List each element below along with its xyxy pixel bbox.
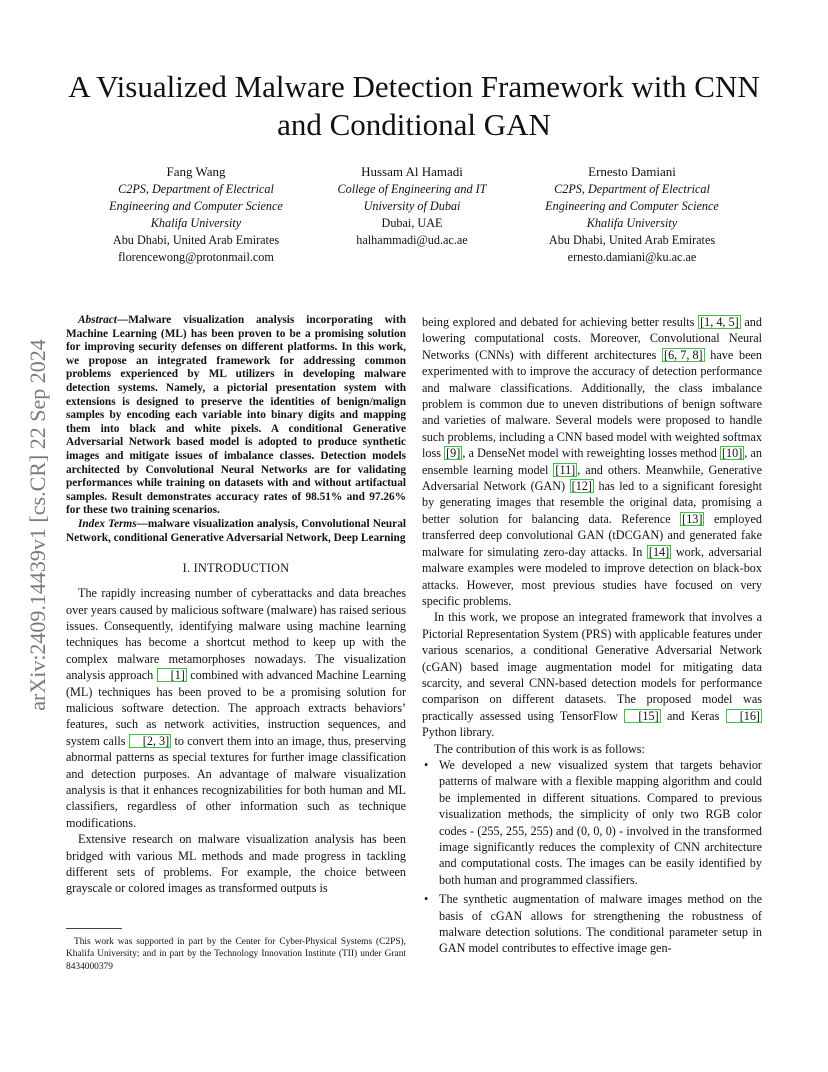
citation-link[interactable]: [13] (682, 511, 703, 526)
text-run: has led to a significant foresight by generating images that resemble the original data, promising a better solution for balancing data. Reference (422, 479, 762, 526)
text-run: to convert them into an image, thus, preserving abnormal patterns as special textures for further image classification and detection purposes. An advantage of malware visualization analysis is that it enhances recognizabilities for both human and ML classifiers, regardless of other information such as technique modifications. (66, 733, 406, 830)
footnote-divider (66, 928, 122, 929)
abstract-text: —Malware visualization analysis incorporating with Machine Learning (ML) has been proven to be a promising solution for improving security defenses on different platforms. In this work, we propose an integrated framework for addressing common problems experienced by ML utilizers in developing malware detection systems. Namely, a pictorial presentation system with extensions is designed to preserve the identities of benign/malign samples by encoding each variable into binary digits and mapping them into black and white pixels. A conditional Generative Adversarial Network based model is adopted to produce synthetic images and mitigate issues of imbalance classes. Detection models architected by Convolutional Neural Networks are for validating performances while training on datasets with and without artifactual samples. Result demonstrates accuracy rates of 98.51% and 97.26% for these two training scenarios. (66, 314, 406, 517)
author-3 (512, 162, 752, 266)
citation-link[interactable]: [15] (624, 709, 660, 723)
funding-footnote: This work was supported in part by the Center for Cyber-Physical Systems (C2PS), Khalifa University; and in part by the Technology Innovation Institute (TII) under Grant 8434000379 (66, 937, 406, 972)
paper-title: A Visualized Malware Detection Framework with CNN and Conditional GAN (68, 69, 760, 142)
abstract-label: Abstract (78, 314, 117, 326)
author-affiliation-line: Khalifa University (586, 216, 678, 230)
author-1 (76, 162, 316, 266)
author-affiliation-line: C2PS, Department of Electrical (554, 182, 710, 196)
section-heading-introduction: I. INTRODUCTION (182, 561, 290, 576)
list-item (422, 891, 762, 957)
index-terms (66, 518, 406, 545)
intro-paragraph-3 (422, 609, 762, 740)
author-location: Abu Dhabi, United Arab Emirates (112, 233, 280, 247)
contribution-list (422, 757, 762, 957)
citation-link[interactable]: [12] (571, 479, 592, 494)
citation-link[interactable]: [2, 3] (129, 734, 171, 748)
text-run: , and others. Meanwhile, Generative Adversarial Network (GAN) (422, 462, 763, 494)
author-location: Dubai, UAE (381, 216, 443, 230)
text-run: , an ensemble learning model (422, 446, 762, 477)
author-affiliation-line: Khalifa University (150, 216, 242, 230)
index-terms-text: —malware visualization analysis, Convolutional Neural Network, conditional Generative Adversarial Network, Deep Learning (66, 517, 406, 544)
text-run: Python library. (422, 725, 495, 740)
text-run: In this work, we propose an integrated framework that involves a Pictorial Representation System (PRS) with applicable features under various scenarios, a conditional Generative Adversarial Network (cGAN) based image augmentation model for mitigating data scarcity, and several CNN-based detection models for performance comparison on different datasets. The proposed model was practically assessed using TensorFlow (422, 610, 762, 723)
author-email: florencewong@protonmail.com (118, 250, 274, 264)
arxiv-identifier-stamp: arXiv:2409.14439v1 [cs.CR] 22 Sep 2024 (25, 339, 50, 711)
citation-link[interactable]: [16] (726, 709, 762, 723)
author-affiliation-line: Engineering and Computer Science (545, 199, 719, 213)
bullet-icon: • (424, 892, 429, 907)
bullet-icon: • (424, 757, 429, 772)
citation-link[interactable]: [1] (157, 668, 187, 682)
text-run: have been experimented with to improve the accuracy of detection performance and malware classifications. Additionally, the class imbalance problem is common due to uneven distributions of benign software and varieties of malware. Several models were proposed to handle such problems, including a CNN based model with weighted softmax loss (422, 347, 762, 461)
citation-link[interactable]: [9] (446, 446, 461, 461)
author-email: halhammadi@ud.ac.ae (356, 233, 468, 247)
right-column (422, 314, 762, 960)
intro-paragraph-2: Extensive research on malware visualization analysis has been bridged with various ML methods and made progress in tackling different sets of problems. For example, the choice between grayscale or colored images as transformed outputs is (66, 832, 406, 896)
text-run: work, adversarial malware examples were modeled to improve detection on black-box attacks. However, most previous studies have focused on very specific problems. (422, 544, 762, 608)
citation-link[interactable]: [10] (721, 446, 743, 461)
list-item-text: The synthetic augmentation of malware images method on the basis of cGAN allows for strengthening the robustness of malware detection solutions. The conditional parameter setup in GAN model contributes to effective image gen- (439, 892, 762, 956)
citation-link[interactable]: [6, 7, 8] (664, 347, 703, 362)
text-run: combined with advanced Machine Learning (ML) techniques has been proved to be a promising solution for malicious software detection. The approach extracts behaviors’ features, such as network activities, instruction sequences, and system calls (66, 668, 406, 748)
author-email: ernesto.damiani@ku.ac.ae (567, 250, 697, 264)
author-affiliation-line: C2PS, Department of Electrical (118, 182, 274, 196)
text-run: , a DenseNet model with reweighting losses method (462, 446, 720, 461)
text-run: being explored and debated for achieving better results (422, 315, 699, 329)
author-affiliation-line: University of Dubai (363, 199, 461, 213)
citation-link[interactable]: [11] (555, 462, 576, 477)
index-terms-label: Index Terms (78, 517, 137, 530)
author-name: Hussam Al Hamadi (361, 164, 463, 179)
contribution-intro: The contribution of this work is as follows: (434, 741, 645, 756)
intro-paragraph-1 (66, 585, 406, 831)
citation-link[interactable]: [1, 4, 5] (700, 315, 739, 329)
author-name: Fang Wang (166, 164, 226, 179)
text-run: employed transferred deep convolutional GAN (tDCGAN) and generated fake malware for simulating zero-day attacks. In (422, 511, 762, 559)
list-item-text: We developed a new visualized system that targets behavior patterns of malware with a flexible mapping algorithm and could be implemented in different situations. Compared to previous visualization methods, the simplicity of only two RGB color codes - (255, 255, 255) and (0, 0, 0) - involved in the transformed image significantly reduces the complexity of CNN architecture and computational costs. The images can be easily identified by both human and programmed classifiers. (439, 757, 762, 887)
abstract (66, 314, 406, 518)
author-location: Abu Dhabi, United Arab Emirates (548, 233, 716, 247)
author-2 (292, 162, 532, 249)
author-affiliation-line: Engineering and Computer Science (109, 199, 283, 213)
text-run: and Keras (660, 708, 726, 723)
author-name: Ernesto Damiani (588, 164, 676, 179)
list-item (422, 757, 762, 888)
left-column (66, 314, 406, 897)
author-affiliation-line: College of Engineering and IT (337, 182, 487, 196)
author-block (0, 162, 828, 272)
text-run: and lowering computational costs. Moreover, Convolutional Neural Networks (CNNs) with different architectures (422, 315, 762, 362)
citation-link[interactable]: [14] (648, 544, 670, 559)
text-run: The rapidly increasing number of cyberattacks and data breaches over years caused by malicious software (malware) has raised serious issues. Consequently, identifying malware using machine learning techniques has become a shortcut method to keep up with the complex malware metamorphoses nowadays. The visualization analysis approach (66, 586, 406, 683)
intro-paragraph-2-continued (422, 314, 762, 609)
